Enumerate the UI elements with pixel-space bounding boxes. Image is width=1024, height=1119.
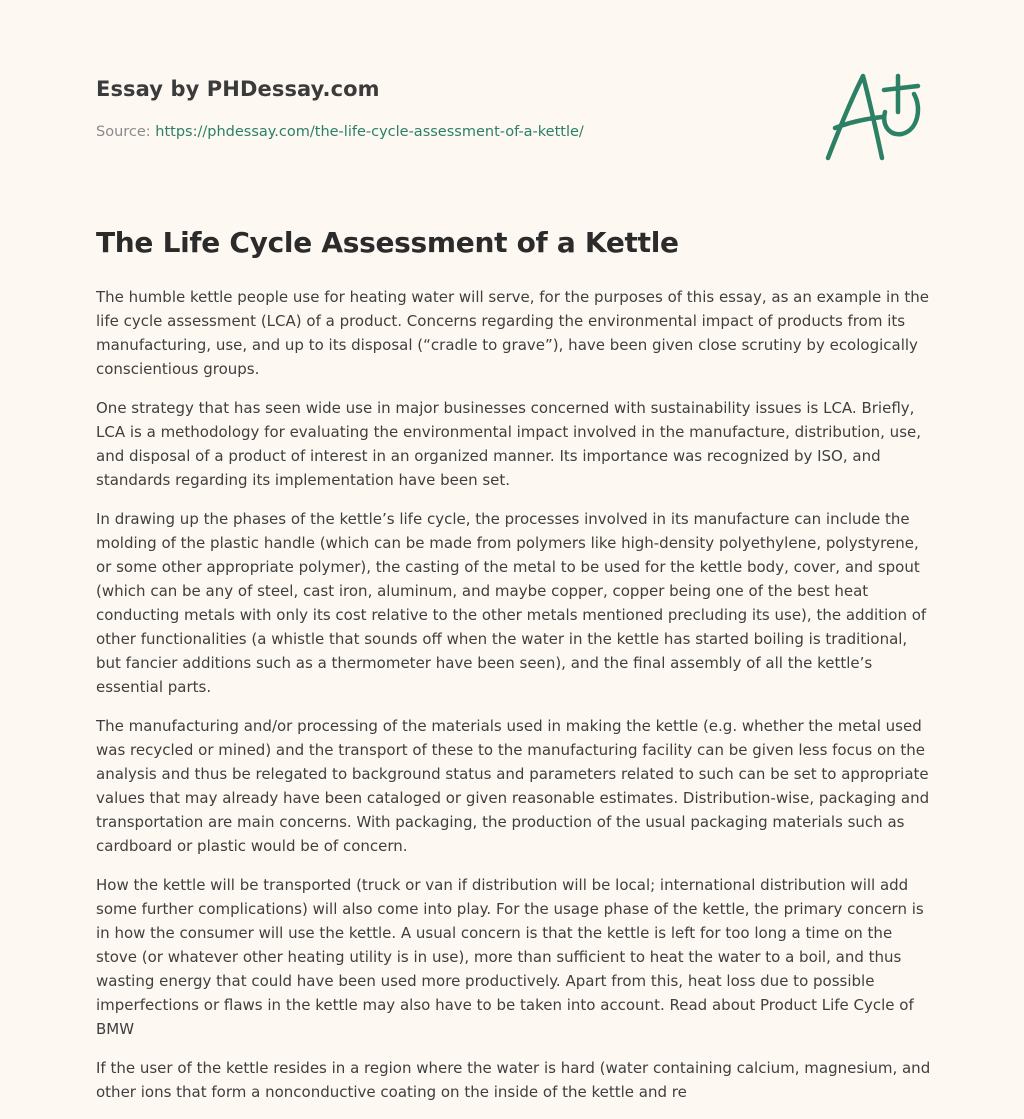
essay-paragraph: The manufacturing and/or processing of the materials used in making the kettle (e.g. whether the metal used was recycled or mined) and the transport of these to the manufacturing facility can be given less focus on the analysis and thus be relegated to background status and parameters related to such can be set to appropriate values that may already have been cataloged or given reasonable estimates. Distribution-wise, packaging and transportation are main concerns. With packaging, the production of the usual packaging materials such as cardboard or plastic would be of concern.	[96, 717, 930, 855]
essay-paragraph: How the kettle will be transported (truck or van if distribution will be local; international distribution will add some further complications) will also come into play. For the usage phase of the kettle, the primary concern is in how the consumer will use the kettle. A usual concern is that the kettle is left for too long a time on the stove (or whatever other heating utility is in use), more than sufficient to heat the water to a boil, and thus wasting energy that could have been used more productively. Apart from this, heat loss due to possible imperfections or flaws in the kettle may also have to be taken into account. Read about Product Life Cycle of BMW	[96, 876, 924, 1038]
essay-paragraph: If the user of the kettle resides in a region where the water is hard (water containing calcium, magnesium, and other ions that form a nonconductive coating on the inside of the kettle and re	[96, 1059, 931, 1101]
essay-paragraph: One strategy that has seen wide use in major businesses concerned with sustainability issues is LCA. Briefly, LCA is a methodology for evaluating the environmental impact involved in the manufacture, distribution, use, and disposal of a product of interest in an organized manner. Its importance was recognized by ISO, and standards regarding its implementation have been set.	[96, 399, 921, 489]
essay-title: The Life Cycle Assessment of a Kettle	[96, 226, 679, 259]
essay-body	[96, 285, 936, 1119]
essay-paragraph: The humble kettle people use for heating water will serve, for the purposes of this essay, as an example in the life cycle assessment (LCA) of a product. Concerns regarding the environmental impact of products from its manufacturing, use, and up to its disposal (“cradle to grave”), have been given close scrutiny by ecologically conscientious groups.	[96, 288, 930, 378]
source-label: Source:	[96, 124, 151, 140]
essay-paragraph: In drawing up the phases of the kettle’s life cycle, the processes involved in its manufacture can include the molding of the plastic handle (which can be made from polymers like high-density polyethylene, polystyrene, or some other appropriate polymer), the casting of the metal to be used for the kettle body, cover, and spout (which can be any of steel, cast iron, aluminum, and maybe copper, copper being one of the best heat conducting metals with only its cost relative to the other metals mentioned precluding its use), the addition of other functionalities (a whistle that sounds off when the water in the kettle has started boiling is traditional, but fancier additions such as a thermometer have been seen), and the final assembly of all the kettle’s essential parts.	[96, 510, 927, 696]
site-brand: Essay by PHDessay.com	[96, 77, 380, 101]
source-link[interactable]: https://phdessay.com/the-life-cycle-assessment-of-a-kettle/	[155, 124, 584, 140]
source-line	[96, 124, 584, 140]
a-plus-logo-icon	[818, 66, 930, 166]
